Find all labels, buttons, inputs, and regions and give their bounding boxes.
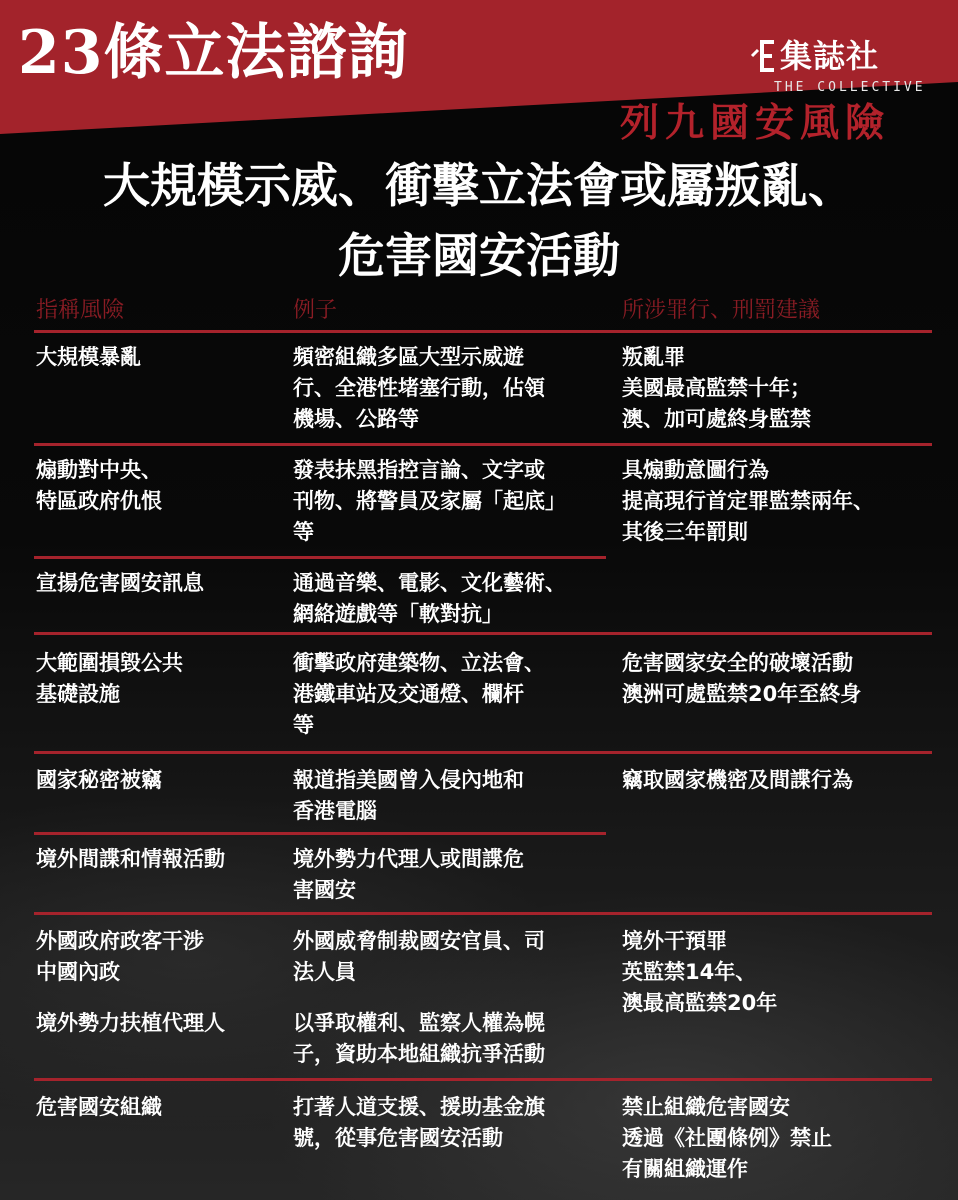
headline-line-2: 危害國安活動 (338, 229, 620, 284)
offence-cell: 具煽動意圖行為 提高現行首定罪監禁兩年、 其後三年罰則 (622, 458, 874, 544)
example-cell: 境外勢力代理人或間諜危 害國安 (293, 847, 524, 902)
risk-cell: 煽動對中央、 特區政府仇恨 (36, 458, 162, 513)
main-title: 23條立法諮詢 (18, 18, 409, 88)
risk-cell: 境外勢力扶植代理人 (36, 1011, 225, 1035)
row-divider (34, 632, 932, 635)
example-cell: 打著人道支援、援助基金旗 號，從事危害國安活動 (293, 1095, 545, 1150)
risk-cell: 外國政府政客干涉 中國內政 (36, 929, 204, 984)
example-cell: 報道指美國曾入侵內地和 香港電腦 (293, 768, 524, 823)
offence-cell: 境外干預罪 英監禁14年、 澳最高監禁20年 (622, 929, 778, 1015)
row-divider (34, 1078, 932, 1081)
example-cell: 通過音樂、電影、文化藝術、 網絡遊戲等「軟對抗」 (293, 571, 566, 626)
logo-name: 集誌社 (780, 37, 880, 75)
risk-cell: 大範圍損毀公共 基礎設施 (36, 651, 183, 706)
risk-cell: 危害國安組織 (36, 1095, 162, 1119)
offence-cell: 叛亂罪 美國最高監禁十年； 澳、加可處終身監禁 (622, 345, 811, 431)
logo (748, 36, 928, 106)
logo-english-name: THE COLLECTIVE (774, 80, 926, 95)
risk-cell: 國家秘密被竊 (36, 768, 162, 792)
row-divider (34, 912, 932, 915)
column-header-offence: 所涉罪行、刑罰建議 (622, 298, 821, 323)
risk-cell: 宣揚危害國安訊息 (36, 571, 204, 595)
offence-cell: 竊取國家機密及間諜行為 (622, 768, 853, 792)
example-cell: 頻密組織多區大型示威遊 行、全港性堵塞行動，佔領 機場、公路等 (293, 345, 545, 431)
column-header-example: 例子 (293, 298, 338, 323)
risk-cell: 境外間諜和情報活動 (36, 847, 225, 871)
offence-cell: 禁止組織危害國安 透過《社團條例》禁止 有關組織運作 (622, 1095, 832, 1181)
example-cell: 外國威脅制裁國安官員、司 法人員 (293, 929, 545, 984)
column-header-risk: 指稱風險 (36, 298, 125, 323)
example-cell: 以爭取權利、監察人權為幌 子，資助本地組織抗爭活動 (293, 1011, 545, 1066)
headline-line-1: 大規模示威、衝擊立法會或屬叛亂、 (103, 159, 855, 214)
example-cell: 發表抹黑指控言論、文字或 刊物、將警員及家屬「起底」 等 (293, 458, 566, 544)
row-divider (34, 330, 932, 333)
row-divider (34, 751, 932, 754)
row-divider-partial (34, 556, 606, 559)
example-cell: 衝擊政府建築物、立法會、 港鐵車站及交通燈、欄杆 等 (293, 651, 545, 737)
logo-mark-icon (748, 36, 778, 76)
offence-cell: 危害國家安全的破壞活動 澳洲可處監禁20年至終身 (622, 651, 862, 706)
row-divider-partial (34, 832, 606, 835)
subtitle: 列九國安風險 (619, 101, 890, 146)
risk-cell: 大規模暴亂 (36, 345, 141, 369)
row-divider (34, 443, 932, 446)
